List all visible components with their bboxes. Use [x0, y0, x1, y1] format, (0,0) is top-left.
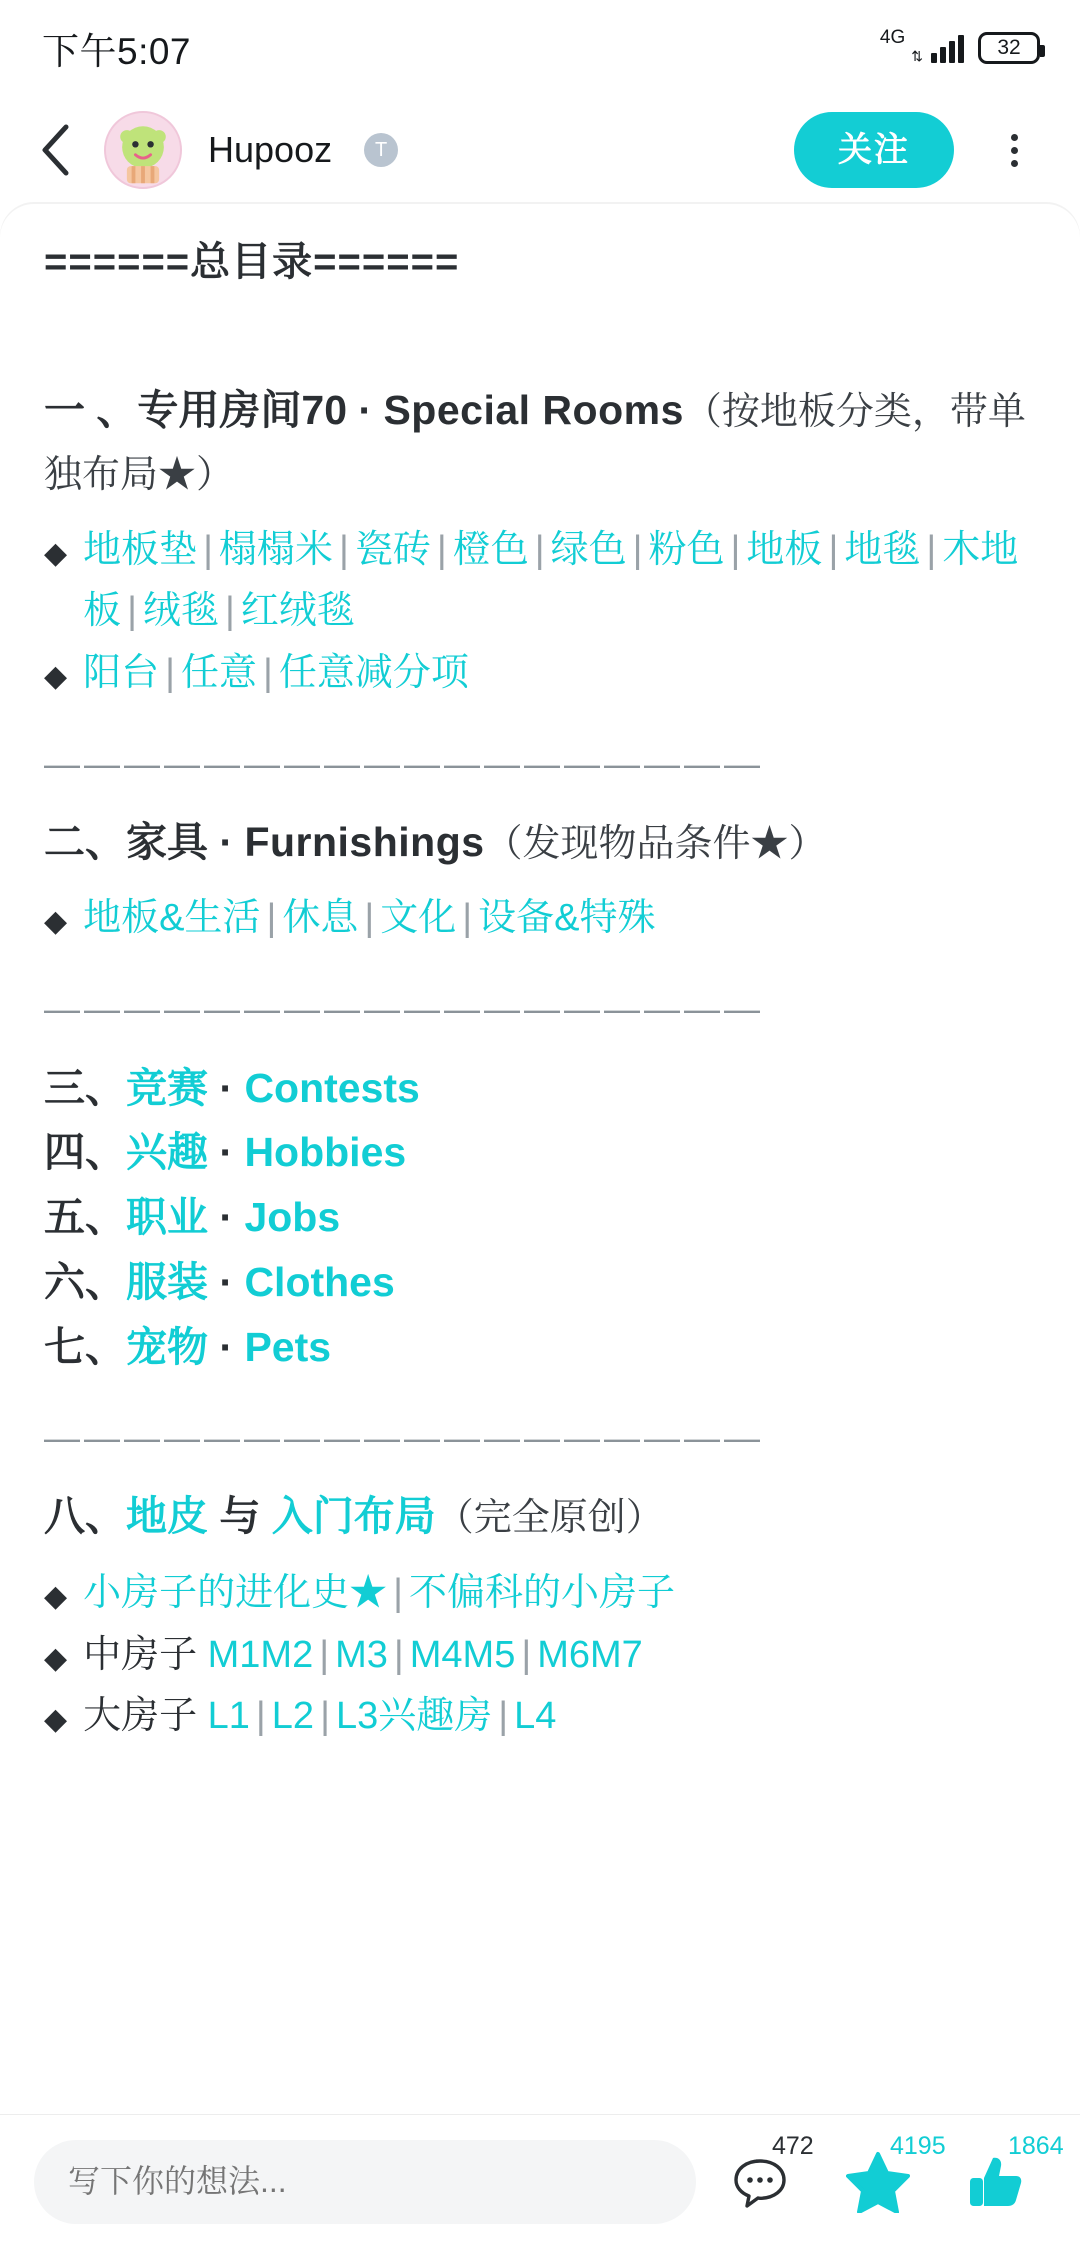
spacer-block [44, 1549, 1036, 1563]
status-bar [0, 0, 1080, 96]
numbered-item-6 [44, 1250, 1036, 1315]
tag-link[interactable]: L2 [271, 1695, 315, 1738]
section-8-part2[interactable]: 入门布局 [271, 1493, 436, 1540]
section-1-note: （按地板分类，带单独布局★） [44, 390, 1026, 497]
spacer-block [44, 1026, 1036, 1056]
thumbs-up-icon[interactable] [960, 2131, 1064, 2218]
numbered-7-index: 七、 [44, 1323, 126, 1370]
profile-username: Hupooz [208, 129, 333, 170]
tag-link[interactable]: 阳台 [83, 651, 160, 694]
section-2-index: 二、 [44, 818, 126, 865]
spacer-block [44, 705, 1036, 735]
battery-icon [978, 32, 1040, 64]
diamond-bullet-icon: ◆ [44, 536, 68, 570]
numbered-3-cn[interactable]: 竞赛 [126, 1064, 208, 1111]
comment-count: 472 [772, 2131, 814, 2160]
tag-link[interactable]: 休息 [282, 897, 359, 940]
row-prefix: 大房子 [83, 1695, 208, 1738]
section-2-note: （发现物品条件★） [484, 822, 827, 865]
section-2-title-en: Furnishings [244, 818, 485, 865]
action-group [724, 2131, 1064, 2218]
tag-link[interactable]: L1 [207, 1695, 250, 1738]
toc-heading: ======总目录====== [44, 240, 460, 284]
battery-level-label: 32 [997, 36, 1021, 59]
like-count: 1864 [1008, 2131, 1064, 2160]
bullet-items-6: 大房子 L1 | L2 | L3兴趣房 | L4 [83, 1695, 557, 1738]
section-2-dot: · [208, 818, 245, 865]
tag-link[interactable]: L3兴趣房 [335, 1695, 493, 1738]
numbered-4-dot: · [208, 1129, 245, 1176]
tag-link[interactable]: M1M2 [207, 1633, 314, 1676]
numbered-item-7 [44, 1315, 1036, 1380]
spacer-block [44, 874, 1036, 888]
bullet-row [44, 520, 1036, 643]
status-indicators [879, 27, 1040, 64]
diamond-bullet-icon: ◆ [44, 659, 68, 693]
section-divider: —————————————————— [44, 1417, 764, 1456]
tag-link[interactable]: M4M5 [409, 1633, 516, 1676]
top-navigation-bar [0, 96, 1080, 204]
tag-link[interactable]: 橙色 [452, 528, 529, 571]
tag-link[interactable]: L4 [514, 1695, 557, 1738]
section-1-title-en: Special Rooms [383, 386, 684, 433]
section-8-mid: 与 [208, 1493, 272, 1540]
tag-link[interactable]: 地毯 [844, 528, 921, 571]
numbered-5-en[interactable]: Jobs [244, 1194, 341, 1241]
numbered-4-en[interactable]: Hobbies [244, 1129, 407, 1176]
numbered-7-dot: · [208, 1323, 245, 1370]
numbered-5-dot: · [208, 1194, 245, 1241]
bullet-row [44, 1686, 1036, 1748]
section-8-part1[interactable]: 地皮 [126, 1493, 208, 1540]
signal-strength-icon [931, 33, 964, 63]
comment-icon[interactable] [724, 2131, 814, 2218]
spacer-block [44, 1379, 1036, 1409]
post-content-sheet [0, 204, 1080, 2248]
numbered-4-index: 四、 [44, 1129, 126, 1176]
bottom-action-bar [0, 2114, 1080, 2248]
section-1-index: 一 、 [44, 386, 138, 433]
verified-badge: T [364, 133, 398, 167]
section-8-index: 八、 [44, 1493, 126, 1540]
star-icon[interactable] [842, 2131, 946, 2218]
numbered-item-5 [44, 1185, 1036, 1250]
bullet-items-4: 小房子的进化史★ | 不偏科的小房子 [83, 1572, 675, 1614]
tag-link[interactable]: 绿色 [550, 528, 627, 571]
spacer-block [44, 1455, 1036, 1485]
numbered-5-index: 五、 [44, 1194, 126, 1241]
diamond-bullet-icon: ◆ [44, 905, 68, 939]
tag-link[interactable]: 地板 [746, 528, 823, 571]
bullet-items-5: 中房子 M1M2 | M3 | M4M5 | M6M7 [83, 1633, 643, 1676]
spacer-block [44, 781, 1036, 811]
row-prefix: 中房子 [83, 1633, 208, 1676]
numbered-3-dot: · [208, 1064, 245, 1111]
tag-link[interactable]: 地板&生活 [83, 897, 261, 940]
numbered-6-dot: · [208, 1258, 245, 1305]
diamond-bullet-icon: ◆ [44, 1580, 68, 1613]
tag-link[interactable]: 不偏科的小房子 [408, 1572, 675, 1614]
comment-input[interactable] [34, 2140, 696, 2224]
bullet-items-2: 阳台 | 任意 | 任意减分项 [83, 651, 469, 694]
numbered-item-3 [44, 1056, 1036, 1121]
tag-link[interactable]: 任意减分项 [278, 651, 469, 694]
tag-link[interactable]: 红绒毯 [240, 590, 355, 633]
tag-link[interactable]: 榻榻米 [218, 528, 333, 571]
numbered-item-4 [44, 1120, 1036, 1185]
tag-link[interactable]: 文化 [380, 897, 457, 940]
bullet-items-3: 地板&生活 | 休息 | 文化 | 设备&特殊 [83, 897, 656, 940]
spacer-block [44, 506, 1036, 520]
numbered-5-cn[interactable]: 职业 [126, 1194, 208, 1241]
numbered-6-index: 六、 [44, 1258, 126, 1305]
bullet-row [44, 1625, 1036, 1687]
follow-button[interactable]: 关注 [794, 112, 954, 188]
section-title-8 [44, 1485, 1036, 1549]
numbered-4-cn[interactable]: 兴趣 [126, 1129, 208, 1176]
section-divider: —————————————————— [44, 742, 764, 781]
kebab-menu-icon[interactable] [984, 120, 1044, 180]
tag-link[interactable]: 设备&特殊 [478, 897, 656, 940]
tag-link[interactable]: 瓷砖 [354, 528, 431, 571]
diamond-bullet-icon: ◆ [44, 1703, 68, 1737]
avatar[interactable] [104, 111, 182, 189]
chevron-left-icon[interactable] [28, 123, 82, 177]
diamond-bullet-icon: ◆ [44, 1641, 68, 1675]
section-1-title-cn: 专用房间70 [137, 386, 348, 433]
spacer-block [44, 950, 1036, 980]
tag-link[interactable]: 小房子的进化史★ [83, 1572, 388, 1614]
numbered-6-cn[interactable]: 服装 [126, 1258, 208, 1305]
section-2-title-cn: 家具 [126, 818, 208, 865]
numbered-6-en[interactable]: Clothes [244, 1258, 395, 1305]
bullet-row [44, 1563, 1036, 1625]
tag-link[interactable]: 木地板 [83, 528, 1019, 633]
numbered-7-en[interactable]: Pets [244, 1323, 332, 1370]
bullet-row [44, 888, 1036, 950]
network-type-label: 4G [879, 27, 906, 48]
tag-link[interactable]: 地板垫 [83, 528, 198, 571]
section-title-1 [44, 379, 1036, 506]
numbered-7-cn[interactable]: 宠物 [126, 1323, 208, 1370]
bullet-items-1: 地板垫 | 榻榻米 | 瓷砖 | 橙色 | 绿色 | 粉色 | 地板 | 地毯 | 木地板 | 绒毯 | 红绒毯 [83, 528, 1019, 633]
numbered-3-en[interactable]: Contests [244, 1064, 420, 1111]
tag-link[interactable]: M6M7 [537, 1633, 643, 1676]
tag-link[interactable]: M3 [335, 1633, 388, 1676]
section-divider: —————————————————— [44, 987, 764, 1026]
star-count: 4195 [890, 2131, 946, 2160]
bullet-row [44, 643, 1036, 705]
data-arrow-icon: ⇅ [911, 48, 923, 64]
section-8-note: （完全原创） [435, 1497, 664, 1540]
numbered-3-index: 三、 [44, 1064, 126, 1111]
section-title-2 [44, 811, 1036, 875]
status-time: 下午5:07 [42, 31, 192, 72]
spacer-block [44, 295, 1036, 379]
tag-link[interactable]: 任意 [180, 651, 257, 694]
post-body [44, 230, 1036, 1748]
section-1-dot: · [347, 386, 384, 433]
tag-link[interactable]: 绒毯 [142, 590, 219, 633]
tag-link[interactable]: 粉色 [648, 528, 725, 571]
